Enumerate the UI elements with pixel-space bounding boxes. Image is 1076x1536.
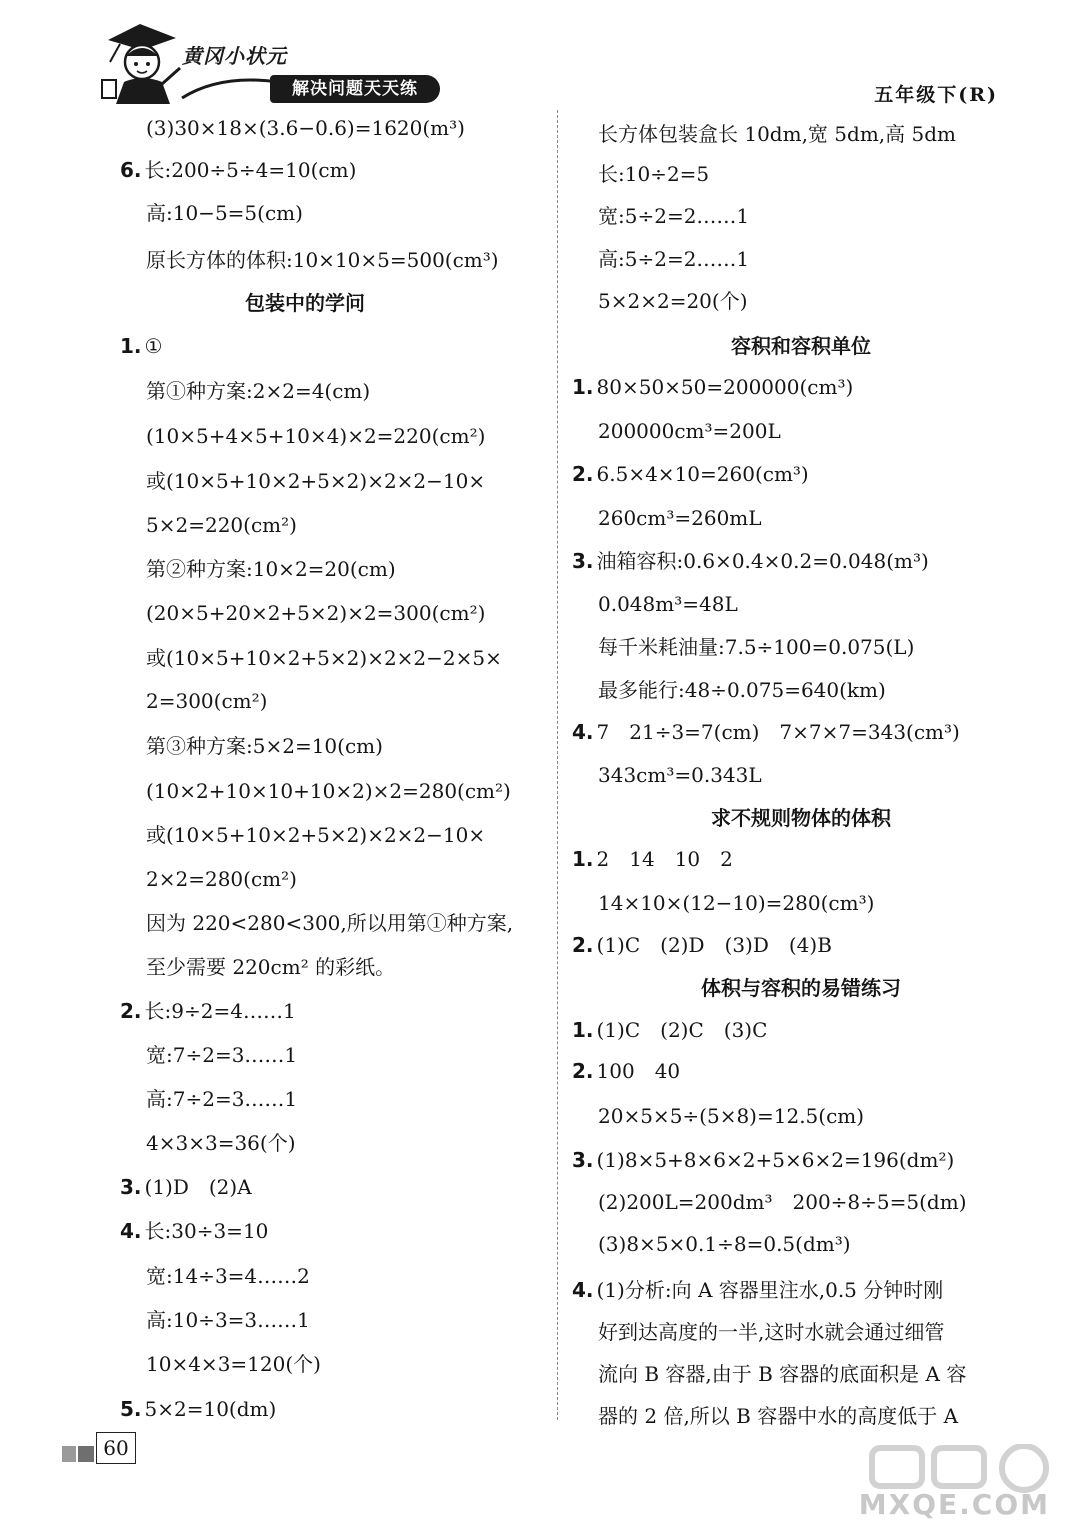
answer-text: (1)分析:向 A 容器里注水,0.5 分钟时刚 [596,1278,944,1302]
answer-text: 7 21÷3=7(cm) 7×7×7=343(cm³) [596,720,960,744]
page-header [0,0,1076,115]
answer-line: 或(10×5+10×2+5×2)×2×2−10× [146,469,486,493]
answer-line [572,932,832,958]
answer-line: 宽:5÷2=2……1 [598,204,750,228]
answer-line: 260cm³=260mL [598,506,762,530]
answer-text: (1)8×5+8×6×2+5×6×2=196(dm²) [596,1148,955,1172]
answer-line [120,1396,276,1422]
answer-text: 80×50×50=200000(cm³) [596,375,854,399]
answer-line: 高:10÷3=3……1 [146,1308,310,1332]
answer-text: 6.5×4×10=260(cm³) [596,462,809,486]
answer-line: (10×5+4×5+10×4)×2=220(cm²) [146,424,486,448]
question-number: 6. [120,158,142,182]
answer-line: 高:5÷2=2……1 [598,247,750,271]
section-heading: 容积和容积单位 [731,334,871,358]
answer-line: 长:10÷2=5 [598,162,710,186]
answer-line [572,1058,680,1084]
answer-line: (3)8×5×0.1÷8=0.5(dm³) [598,1232,851,1256]
answer-line: 因为 220<280<300,所以用第①种方案, [146,911,514,935]
question-number: 2. [572,933,594,957]
answer-line [572,846,733,872]
scholar-mascot-icon [100,18,186,108]
question-number: 1. [572,1018,594,1042]
answer-line [572,719,960,745]
answer-text: (1)D (2)A [144,1175,252,1199]
answer-line: 4×3×3=36(个) [146,1131,296,1155]
answer-line: 343cm³=0.343L [598,763,762,787]
section-heading: 包装中的学问 [245,291,365,315]
question-number: 4. [120,1219,142,1243]
answer-text: ① [144,334,163,358]
answer-line: 流向 B 容器,由于 B 容器的底面积是 A 容 [598,1362,967,1386]
answer-line: 宽:7÷2=3……1 [146,1043,298,1067]
answer-text: (1)C (2)C (3)C [596,1018,768,1042]
section-heading: 体积与容积的易错练习 [701,976,901,1000]
answer-line: 0.048m³=48L [598,592,738,616]
brand-name: 黄冈小状元 [182,44,287,68]
answer-line: 5×2=220(cm²) [146,513,297,537]
question-number: 1. [572,375,594,399]
answer-line [572,461,809,487]
answer-line [572,1147,954,1173]
answer-text: (1)C (2)D (3)D (4)B [596,933,832,957]
question-number: 1. [572,847,594,871]
answer-line [572,374,853,400]
answer-line: 2=300(cm²) [146,689,268,713]
answer-line: 长方体包装盒长 10dm,宽 5dm,高 5dm [598,122,956,146]
answer-line: 14×10×(12−10)=280(cm³) [598,891,875,915]
answer-text: 2 14 10 2 [596,847,733,871]
answer-line: (10×2+10×10+10×2)×2=280(cm²) [146,779,511,803]
question-number: 3. [572,1148,594,1172]
answer-line: 第①种方案:2×2=4(cm) [146,379,371,403]
page-number: 60 [96,1432,136,1464]
answer-line: 200000cm³=200L [598,419,781,443]
answer-line [120,333,162,359]
answer-line: 第②种方案:10×2=20(cm) [146,557,396,581]
answer-text: 长:30÷3=10 [144,1219,269,1243]
answer-text: 长:9÷2=4……1 [144,999,296,1023]
answer-line: 每千米耗油量:7.5÷100=0.075(L) [598,635,915,659]
answer-line: 或(10×5+10×2+5×2)×2×2−2×5× [146,646,502,670]
answer-text: 长:200÷5÷4=10(cm) [144,158,357,182]
answer-line: 高:10−5=5(cm) [146,201,303,225]
answer-line [120,1218,268,1244]
section-heading: 求不规则物体的体积 [711,806,891,830]
answer-line: 原长方体的体积:10×10×5=500(cm³) [146,248,499,272]
column-divider [557,110,558,1420]
answer-line: (20×5+20×2+5×2)×2=300(cm²) [146,601,486,625]
answer-line: 10×4×3=120(个) [146,1352,321,1376]
question-number: 3. [572,549,594,573]
question-number: 2. [572,462,594,486]
answer-line [572,1017,767,1043]
answer-line: 或(10×5+10×2+5×2)×2×2−10× [146,823,486,847]
question-number: 4. [572,1278,594,1302]
answer-line: 第③种方案:5×2=10(cm) [146,734,383,758]
question-number: 2. [572,1059,594,1083]
answer-line: 宽:14÷3=4……2 [146,1264,310,1288]
answer-line: 好到达高度的一半,这时水就会通过细管 [598,1320,945,1344]
answer-line: (3)30×18×(3.6−0.6)=1620(m³) [146,116,465,140]
answer-text: 油箱容积:0.6×0.4×0.2=0.048(m³) [596,549,929,573]
answer-text: 100 40 [596,1059,681,1083]
answer-line: 2×2=280(cm²) [146,867,297,891]
question-number: 2. [120,999,142,1023]
question-number: 3. [120,1175,142,1199]
answer-line [120,1174,252,1200]
answer-line: 器的 2 倍,所以 B 容器中水的高度低于 A [598,1404,959,1428]
question-number: 5. [120,1397,142,1421]
answer-line: 至少需要 220cm² 的彩纸。 [146,955,396,979]
page-marker-decoration [78,1446,94,1462]
answer-line: 最多能行:48÷0.075=640(km) [598,678,886,702]
answer-line: (2)200L=200dm³ 200÷8÷5=5(dm) [598,1190,967,1214]
answer-line [120,157,356,183]
answer-line: 高:7÷2=3……1 [146,1087,298,1111]
watermark-text: MXQE.COM [858,1488,1050,1521]
answer-line: 20×5×5÷(5×8)=12.5(cm) [598,1104,865,1128]
answer-line [120,998,296,1024]
grade-label: 五年级下(R) [874,84,998,106]
answer-text: 5×2=10(dm) [144,1397,277,1421]
series-banner: 解决问题天天练 [270,75,440,103]
question-number: 4. [572,720,594,744]
answer-line [572,548,929,574]
brand-swoosh-decoration [180,72,280,102]
question-number: 1. [120,334,142,358]
answer-line: 5×2×2=20(个) [598,289,748,313]
page-marker-decoration [62,1446,76,1462]
answer-line [572,1277,943,1303]
